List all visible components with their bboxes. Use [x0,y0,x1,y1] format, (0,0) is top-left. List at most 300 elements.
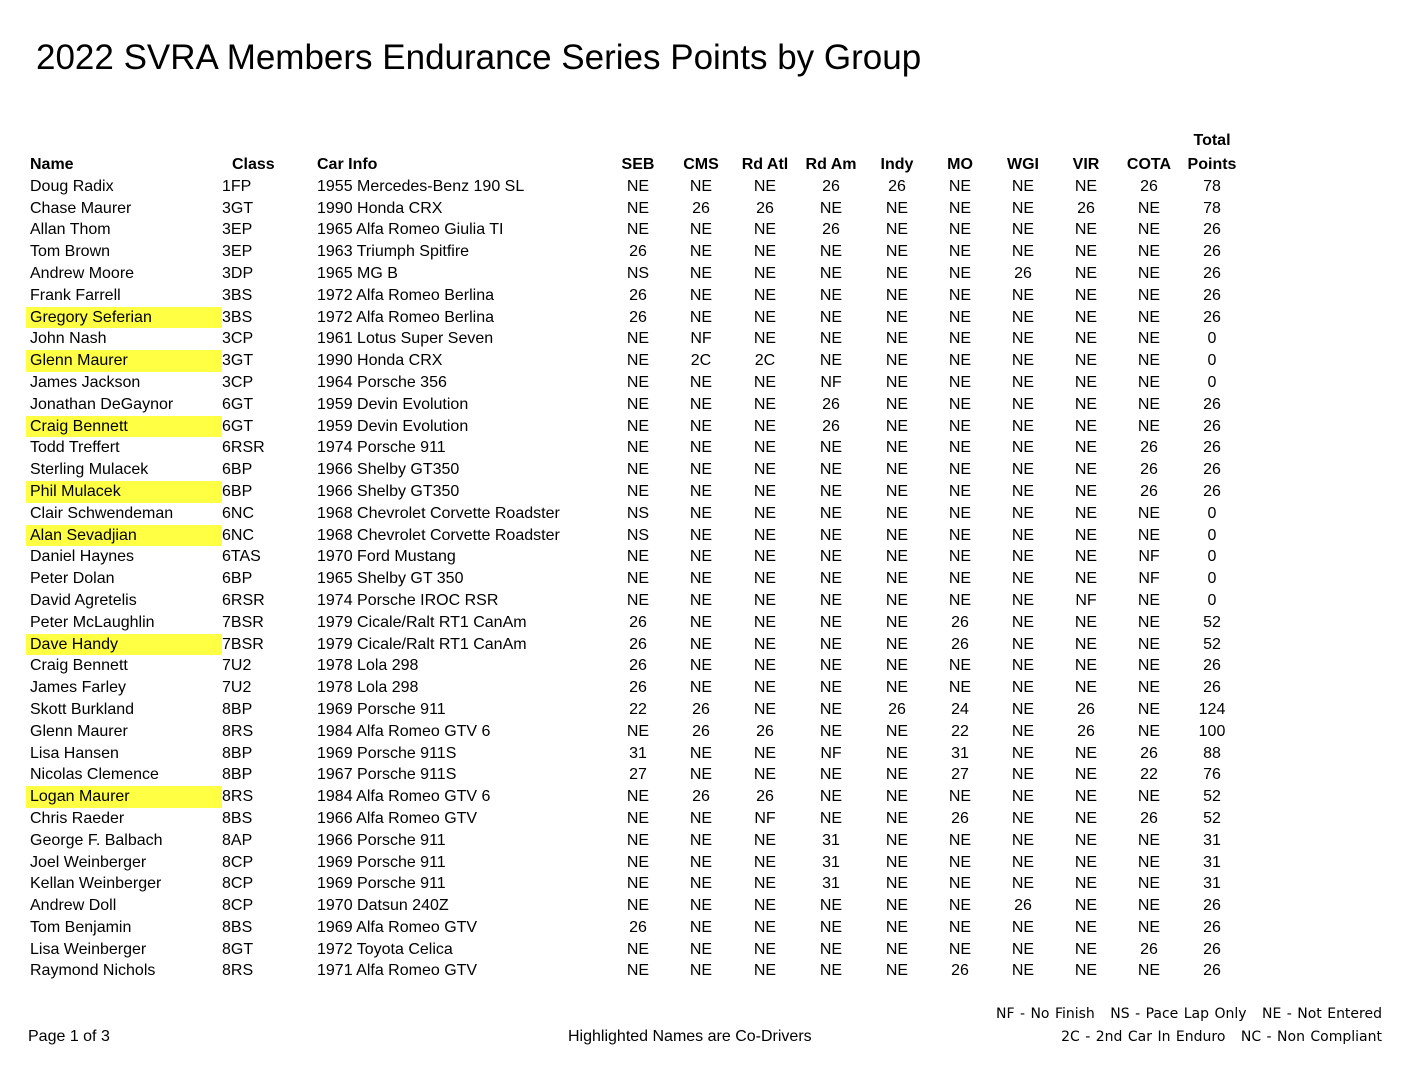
event-points: NE [689,940,713,958]
header-event-cms: CMS [683,156,719,173]
event-points: NE [819,482,843,500]
event-points: NE [948,264,972,282]
total-points: 26 [1203,264,1221,282]
car-class: 8GT [222,940,254,958]
car-class: 8RS [222,788,254,806]
event-points: 2C [690,352,712,370]
event-points: NE [626,591,650,609]
legend-nf: NF - No Finish [995,1006,1095,1022]
event-points: NE [819,940,843,958]
event-points: NE [1137,221,1161,239]
event-points: NE [819,330,843,348]
event-points: NE [753,591,777,609]
event-points: NE [885,243,909,261]
event-points: NE [948,897,972,915]
event-points: NE [1137,373,1161,391]
table-row [26,481,1243,503]
total-points: 26 [1203,657,1221,675]
event-points: 26 [888,177,906,195]
event-points: NS [626,504,650,522]
event-points: NE [948,330,972,348]
car-class: 3BS [222,286,253,304]
total-points: 124 [1198,700,1226,718]
header-event-rd-am: Rd Am [805,156,857,173]
event-points: NE [753,373,777,391]
legend-line-1 [986,1006,1382,1022]
event-points: NE [1011,657,1035,675]
event-points: NE [753,918,777,936]
car-info: 1972 Toyota Celica [317,940,453,958]
event-points: NE [1011,722,1035,740]
event-points: NE [1074,439,1098,457]
event-points: 26 [822,417,840,435]
event-points: NE [689,526,713,544]
event-points: NE [1074,264,1098,282]
driver-name: Tom Benjamin [30,918,132,936]
event-points: NE [689,897,713,915]
table-row [26,852,1243,874]
driver-name: Chase Maurer [30,199,132,217]
event-points: 26 [692,700,710,718]
event-points: 26 [692,722,710,740]
car-class: 7BSR [222,613,264,631]
table-row [26,263,1243,285]
event-points: NE [753,679,777,697]
event-points: NE [1137,286,1161,304]
car-class: 7BSR [222,635,264,653]
event-points: NF [1138,570,1160,588]
event-points: NE [753,570,777,588]
event-points: 26 [951,962,969,980]
event-points: NE [1074,766,1098,784]
event-points: NE [753,853,777,871]
event-points: NE [1137,875,1161,893]
event-points: NE [948,395,972,413]
event-points: NE [885,962,909,980]
event-points: NE [753,264,777,282]
event-points: NE [1011,831,1035,849]
event-points: NE [1011,809,1035,827]
car-class: 6TAS [222,548,261,566]
event-points: NE [626,831,650,849]
legend-nc: NC - Non Compliant [1240,1029,1382,1045]
table-row [26,677,1243,699]
car-class: 7U2 [222,679,252,697]
event-points: NE [1137,264,1161,282]
event-points: NE [753,897,777,915]
event-points: 26 [629,613,647,631]
event-points: NE [689,482,713,500]
event-points: NE [1137,417,1161,435]
car-class: 8RS [222,722,254,740]
car-class: 8BS [222,918,253,936]
event-points: NF [1075,591,1097,609]
event-points: NE [1011,373,1035,391]
event-points: 26 [1014,897,1032,915]
event-points: NE [885,613,909,631]
event-points: NE [885,657,909,675]
event-points: NF [690,330,712,348]
car-class: 6RSR [222,439,265,457]
car-info: 1961 Lotus Super Seven [317,330,494,348]
event-points: NE [689,243,713,261]
event-points: NE [1137,243,1161,261]
header-event-rd-atl: Rd Atl [741,156,789,173]
event-points: NE [753,548,777,566]
total-points: 31 [1203,831,1221,849]
event-points: NE [689,548,713,566]
driver-name: Raymond Nichols [30,962,156,980]
event-points: NE [1011,330,1035,348]
event-points: NE [689,417,713,435]
legend-ne: NE - Not Entered [1261,1006,1382,1022]
header-class: Class [232,156,275,173]
event-points: NE [689,635,713,653]
car-class: 8BP [222,744,253,762]
event-points: NE [1074,243,1098,261]
total-points: 26 [1203,461,1221,479]
driver-name: Alan Sevadjian [26,525,222,547]
car-info: 1969 Porsche 911 [317,700,446,718]
event-points: 26 [822,221,840,239]
event-points: NE [885,221,909,239]
car-info: 1970 Datsun 240Z [317,897,449,915]
event-points: 26 [1140,940,1158,958]
event-points: 31 [822,853,840,871]
car-class: 3EP [222,243,253,261]
event-points: NE [626,548,650,566]
event-points: NE [689,679,713,697]
event-points: NE [885,482,909,500]
event-points: NE [1137,308,1161,326]
event-points: NE [1137,788,1161,806]
driver-name: Nicolas Clemence [30,766,159,784]
event-points: NS [626,264,650,282]
event-points: NE [885,831,909,849]
table-row [26,960,1243,982]
event-points: NE [689,831,713,849]
event-points: NE [753,395,777,413]
event-points: 24 [951,700,969,718]
car-info: 1979 Cicale/Ralt RT1 CanAm [317,635,527,653]
event-points: NE [753,286,777,304]
event-points: NE [1074,809,1098,827]
total-points: 26 [1203,417,1221,435]
car-info: 1978 Lola 298 [317,657,419,675]
table-row [26,307,1243,329]
car-info: 1969 Porsche 911S [317,744,457,762]
driver-name: Tom Brown [30,243,111,261]
total-points: 0 [1207,373,1217,391]
car-class: 6RSR [222,591,265,609]
event-points: NE [753,831,777,849]
total-points: 0 [1207,548,1217,566]
total-points: 26 [1203,221,1221,239]
car-info: 1972 Alfa Romeo Berlina [317,286,494,304]
event-points: NE [819,526,843,544]
event-points: NE [1011,875,1035,893]
event-points: NE [948,352,972,370]
event-points: NE [626,788,650,806]
car-class: 3GT [222,199,254,217]
table-row [26,241,1243,263]
event-points: NE [1011,395,1035,413]
event-points: NE [1074,613,1098,631]
co-driver-note: Highlighted Names are Co-Drivers [568,1028,812,1045]
event-points: 26 [756,722,774,740]
driver-name: Clair Schwendeman [30,504,174,522]
car-class: 3BS [222,308,253,326]
page-number: Page 1 of 3 [28,1028,110,1045]
car-class: 8CP [222,875,254,893]
event-points: 22 [629,700,647,718]
event-points: NE [626,352,650,370]
event-points: NE [885,809,909,827]
event-points: NE [819,657,843,675]
table-row [26,699,1243,721]
event-points: NE [948,570,972,588]
event-points: NE [948,853,972,871]
table-row [26,568,1243,590]
car-class: 8AP [222,831,253,849]
event-points: 26 [1140,744,1158,762]
event-points: 26 [692,199,710,217]
table-row [26,437,1243,459]
driver-name: John Nash [30,330,107,348]
event-points: 26 [629,657,647,675]
event-points: NE [885,853,909,871]
driver-name: James Farley [30,679,127,697]
event-points: NE [819,700,843,718]
total-points: 76 [1203,766,1221,784]
table-row [26,372,1243,394]
event-points: 26 [756,788,774,806]
table-row [26,198,1243,220]
event-points: NE [689,613,713,631]
event-points: NE [1011,177,1035,195]
event-points: 26 [629,679,647,697]
car-info: 1979 Cicale/Ralt RT1 CanAm [317,613,527,631]
car-info: 1974 Porsche 911 [317,439,446,457]
total-points: 26 [1203,395,1221,413]
event-points: NE [1137,962,1161,980]
event-points: 26 [1140,177,1158,195]
table-row [26,808,1243,830]
event-points: NE [753,744,777,762]
event-points: NE [626,330,650,348]
event-points: NE [626,809,650,827]
event-points: NE [1137,918,1161,936]
total-points: 26 [1203,439,1221,457]
table-row [26,459,1243,481]
event-points: NE [689,918,713,936]
table-row [26,634,1243,656]
event-points: 26 [1077,199,1095,217]
event-points: NE [1011,635,1035,653]
event-points: NE [819,918,843,936]
driver-name: Dave Handy [26,634,222,656]
car-info: 1966 Shelby GT350 [317,482,460,500]
event-points: NE [689,744,713,762]
event-points: NE [1011,221,1035,239]
driver-name: Todd Treffert [30,439,120,457]
event-points: NE [626,395,650,413]
driver-name: Glenn Maurer [30,722,128,740]
event-points: NE [1011,613,1035,631]
event-points: NE [948,286,972,304]
event-points: NE [689,264,713,282]
driver-name: Glenn Maurer [26,350,222,372]
driver-name: Andrew Moore [30,264,135,282]
car-class: 8CP [222,853,254,871]
event-points: NE [753,330,777,348]
event-points: 31 [822,875,840,893]
driver-name: Lisa Hansen [30,744,119,762]
event-points: NE [753,308,777,326]
car-info: 1966 Shelby GT350 [317,461,460,479]
total-points: 78 [1203,199,1221,217]
event-points: NE [948,417,972,435]
event-points: NE [626,962,650,980]
event-points: 26 [1140,809,1158,827]
event-points: NE [885,395,909,413]
car-info: 1974 Porsche IROC RSR [317,591,499,609]
event-points: NE [819,308,843,326]
event-points: NE [626,461,650,479]
total-points: 0 [1207,526,1217,544]
event-points: NE [1137,897,1161,915]
event-points: NE [626,897,650,915]
event-points: NE [753,417,777,435]
car-info: 1967 Porsche 911S [317,766,457,784]
event-points: NE [819,352,843,370]
total-points: 26 [1203,940,1221,958]
car-class: 1FP [222,177,252,195]
total-points: 26 [1203,243,1221,261]
event-points: NE [1074,395,1098,413]
event-points: NS [626,526,650,544]
event-points: NE [1074,286,1098,304]
event-points: NE [689,809,713,827]
total-points: 52 [1203,613,1221,631]
event-points: NE [753,766,777,784]
points-table [26,128,1243,982]
event-points: NE [1137,700,1161,718]
driver-name: Phil Mulacek [26,481,222,503]
driver-name: Andrew Doll [30,897,117,915]
event-points: NF [1138,548,1160,566]
event-points: NE [819,439,843,457]
event-points: NE [1074,875,1098,893]
event-points: 2C [754,352,776,370]
event-points: 31 [822,831,840,849]
car-class: 6GT [222,395,254,413]
event-points: NE [1011,962,1035,980]
event-points: NE [885,461,909,479]
event-points: NE [948,875,972,893]
total-points: 0 [1207,570,1217,588]
event-points: NE [885,548,909,566]
event-points: NE [626,417,650,435]
total-points: 78 [1203,177,1221,195]
table-row [26,590,1243,612]
car-class: 3EP [222,221,253,239]
car-class: 3DP [222,264,254,282]
car-class: 3GT [222,352,254,370]
event-points: NE [1011,526,1035,544]
event-points: NE [885,417,909,435]
car-class: 6BP [222,461,253,479]
event-points: 26 [629,243,647,261]
event-points: 26 [629,308,647,326]
header-event-mo: MO [947,156,973,173]
event-points: NE [689,395,713,413]
event-points: NE [626,177,650,195]
driver-name: Skott Burkland [30,700,135,718]
event-points: NE [753,635,777,653]
event-points: NE [753,504,777,522]
table-row [26,939,1243,961]
car-class: 6GT [222,417,254,435]
event-points: NE [885,897,909,915]
car-class: 8CP [222,897,254,915]
event-points: NE [1011,940,1035,958]
driver-name: Craig Bennett [26,416,222,438]
event-points: NE [1137,395,1161,413]
total-points: 26 [1203,679,1221,697]
event-points: NE [1074,352,1098,370]
event-points: NE [885,570,909,588]
table-row [26,830,1243,852]
event-points: NE [948,657,972,675]
event-points: NE [689,962,713,980]
event-points: NE [1074,504,1098,522]
event-points: NE [885,352,909,370]
event-points: NE [885,679,909,697]
event-points: NE [948,591,972,609]
event-points: NE [1137,657,1161,675]
event-points: NE [626,853,650,871]
event-points: NE [885,635,909,653]
car-class: 8BP [222,700,253,718]
event-points: NE [819,243,843,261]
driver-name: Peter McLaughlin [30,613,155,631]
event-points: NE [819,548,843,566]
event-points: NE [885,744,909,762]
car-info: 1984 Alfa Romeo GTV 6 [317,788,491,806]
event-points: 26 [756,199,774,217]
event-points: NE [1137,352,1161,370]
event-points: NE [1011,461,1035,479]
event-points: NE [948,177,972,195]
event-points: NE [753,482,777,500]
event-points: NE [1011,286,1035,304]
table-row [26,328,1243,350]
event-points: 26 [822,177,840,195]
event-points: NE [819,570,843,588]
car-info: 1965 Shelby GT 350 [317,570,464,588]
event-points: NE [948,548,972,566]
event-points: NE [689,308,713,326]
total-points: 0 [1207,591,1217,609]
event-points: NE [753,962,777,980]
table-row [26,525,1243,547]
event-points: NE [885,264,909,282]
driver-name: Sterling Mulacek [30,461,149,479]
event-points: NE [885,330,909,348]
event-points: NE [885,788,909,806]
header-event-cota: COTA [1126,156,1172,173]
